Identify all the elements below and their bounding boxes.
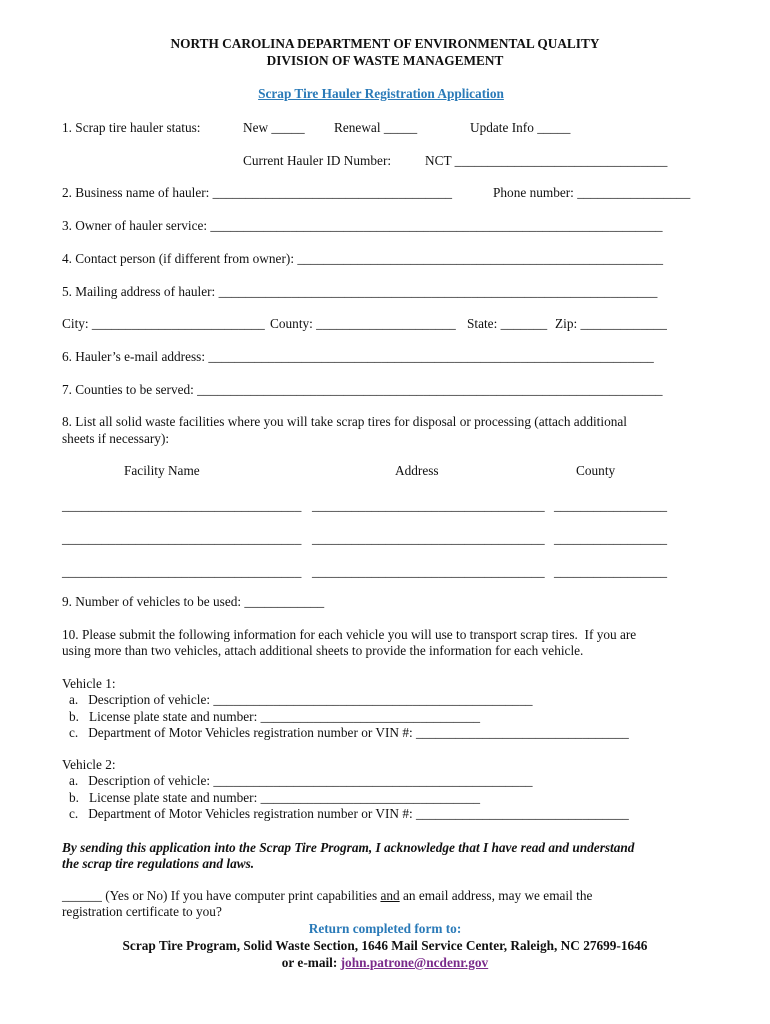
facility-name-field[interactable]: ____________________________________ (62, 498, 302, 513)
facility-county-field[interactable]: _________________ (554, 531, 668, 546)
county-field[interactable]: County: _____________________ (270, 316, 456, 331)
facility-county-field[interactable]: _________________ (554, 564, 668, 579)
phone-field[interactable]: Phone number: _________________ (493, 185, 691, 200)
business-name-field[interactable]: 2. Business name of hauler: ____________________________________ (62, 185, 453, 200)
email-link[interactable]: john.patrone@ncdenr.gov (340, 955, 489, 970)
email-consent-pre: ______ (Yes or No) If you have computer print capabilities (62, 888, 381, 903)
vehicle2-license-field[interactable]: b. License plate state and number: _________________________________ (69, 790, 481, 805)
vehicle1-title: Vehicle 1: (62, 676, 116, 691)
facility-address-field[interactable]: ___________________________________ (312, 498, 545, 513)
counties-field[interactable]: 7. Counties to be served: ______________________________________________________________________ (62, 382, 663, 397)
email-consent-field[interactable] (62, 888, 592, 904)
return-label: Return completed form to: (308, 921, 462, 936)
vehicle1-description-field[interactable]: a. Description of vehicle: ________________________________________________ (69, 692, 533, 707)
zip-field[interactable]: Zip: _____________ (555, 316, 667, 331)
q10-line2: using more than two vehicles, attach additional sheets to provide the information for each vehicle. (62, 643, 584, 658)
owner-field[interactable]: 3. Owner of hauler service: ____________________________________________________________________ (62, 218, 663, 233)
city-field[interactable]: City: __________________________ (62, 316, 265, 331)
status-renewal-field[interactable]: Renewal _____ (334, 120, 418, 135)
vehicle2-vin-field[interactable]: c. Department of Motor Vehicles registration number or VIN #: ________________________________ (69, 806, 629, 821)
col-address: Address (395, 463, 439, 478)
email-consent-post: an email address, may we email the (399, 888, 593, 903)
header-agency: NORTH CAROLINA DEPARTMENT OF ENVIRONMENTAL QUALITY (170, 36, 600, 51)
vehicle2-title: Vehicle 2: (62, 757, 116, 772)
q1-label: 1. Scrap tire hauler status: (62, 120, 201, 135)
facility-address-field[interactable]: ___________________________________ (312, 531, 545, 546)
col-county: County (576, 463, 616, 478)
email-prefix: or e-mail: (281, 955, 341, 970)
facility-name-field[interactable]: ____________________________________ (62, 531, 302, 546)
hauler-id-field[interactable]: NCT ________________________________ (425, 153, 668, 168)
vehicle-count-field[interactable]: 9. Number of vehicles to be used: ____________ (62, 594, 325, 609)
email-field[interactable]: 6. Hauler’s e-mail address: ___________________________________________________________________ (62, 349, 654, 364)
state-field[interactable]: State: _______ (467, 316, 548, 331)
status-new-field[interactable]: New _____ (243, 120, 305, 135)
return-address: Scrap Tire Program, Solid Waste Section, 1646 Mail Service Center, Raleigh, NC 27699-1646 (122, 938, 648, 953)
vehicle1-license-field[interactable]: b. License plate state and number: _________________________________ (69, 709, 481, 724)
status-update-field[interactable]: Update Info _____ (470, 120, 571, 135)
facility-name-field[interactable]: ____________________________________ (62, 564, 302, 579)
return-email-line (0, 955, 770, 971)
form-title[interactable]: Scrap Tire Hauler Registration Application (258, 86, 504, 101)
facility-address-field[interactable]: ___________________________________ (312, 564, 545, 579)
q10-line1: 10. Please submit the following information for each vehicle you will use to transport scrap tires. If you are (62, 627, 637, 642)
contact-person-field[interactable]: 4. Contact person (if different from owner): _______________________________________________________ (62, 251, 663, 266)
q8-line1: 8. List all solid waste facilities where you will take scrap tires for disposal or processing (attach additional (62, 414, 627, 429)
hauler-id-label: Current Hauler ID Number: (243, 153, 392, 168)
email-consent-and: and (380, 888, 400, 903)
acknowledgement-line2: the scrap tire regulations and laws. (62, 856, 255, 871)
acknowledgement-line1: By sending this application into the Scrap Tire Program, I acknowledge that I have read and understand (62, 840, 635, 855)
mailing-address-field[interactable]: 5. Mailing address of hauler: __________________________________________________________________ (62, 284, 658, 299)
vehicle2-description-field[interactable]: a. Description of vehicle: ________________________________________________ (69, 773, 533, 788)
q8-line2: sheets if necessary): (62, 431, 170, 446)
facility-county-field[interactable]: _________________ (554, 498, 668, 513)
col-facility-name: Facility Name (124, 463, 200, 478)
email-consent-line2: registration certificate to you? (62, 904, 222, 919)
vehicle1-vin-field[interactable]: c. Department of Motor Vehicles registration number or VIN #: ________________________________ (69, 725, 629, 740)
header-division: DIVISION OF WASTE MANAGEMENT (266, 53, 504, 68)
